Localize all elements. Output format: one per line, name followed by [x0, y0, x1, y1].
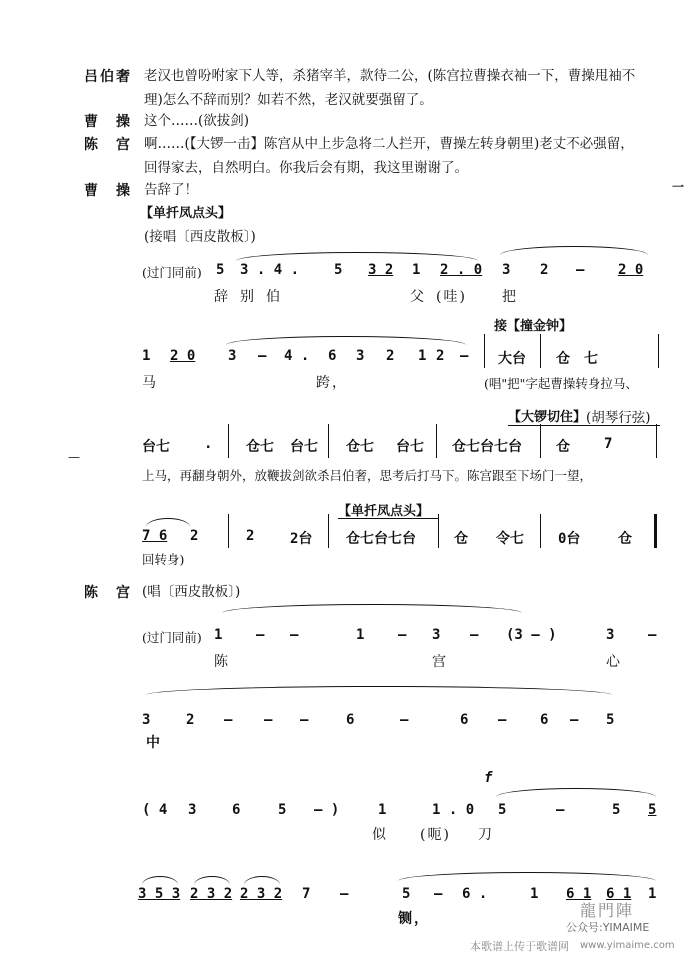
barline: [540, 514, 541, 548]
note: 1 . 0: [432, 802, 475, 818]
gong-note: 仓: [556, 439, 570, 455]
role-caocao: 曹 操: [84, 114, 132, 130]
note: 2 3 2: [190, 886, 233, 902]
note: 5: [648, 802, 657, 818]
lyric: 铡，: [398, 911, 430, 927]
gong-note: 仓: [454, 531, 468, 547]
note: –: [264, 712, 273, 728]
note: 3: [502, 262, 511, 278]
barline: [540, 334, 541, 368]
note: –: [256, 627, 265, 643]
note: –: [398, 627, 407, 643]
double-barline: [654, 514, 657, 548]
note: –: [460, 348, 469, 364]
note: 1: [418, 348, 427, 364]
note: 6 1: [566, 886, 592, 902]
bracket-line: [338, 518, 438, 519]
note: 6: [232, 802, 241, 818]
gong-label: 【单扦凤点头】: [338, 504, 430, 519]
note: 1: [378, 802, 387, 818]
note: 2: [540, 262, 549, 278]
note: –: [300, 712, 309, 728]
lyric: 别: [240, 289, 256, 305]
note: 2 0: [170, 348, 196, 364]
note: –: [434, 886, 443, 902]
note: 6: [460, 712, 469, 728]
stage-note: (唱"把"字起曹操转身拉马、: [484, 376, 638, 391]
barline: [228, 514, 229, 548]
barline: [436, 424, 437, 458]
note: 2: [186, 712, 195, 728]
barline: [328, 514, 329, 548]
barline: [484, 334, 485, 368]
slur: [194, 876, 230, 885]
note: 6 1: [606, 886, 632, 902]
footer-text: 本歌谱上传于歌谱网: [470, 940, 569, 953]
gong-note: 七: [584, 351, 598, 367]
note: 6 .: [462, 886, 488, 902]
stage-description: 回转身): [142, 552, 185, 567]
gong-label: 【大锣切住】: [508, 410, 587, 425]
note: 3 . 4 .: [240, 262, 300, 278]
watermark-brand: 龍門陣: [580, 901, 635, 920]
gong-note: 台七: [142, 439, 170, 455]
note: 5: [402, 886, 411, 902]
role-caocao: 曹 操: [84, 183, 132, 199]
slur: [244, 876, 280, 885]
gong-label: (胡琴行弦): [586, 410, 651, 426]
barline: [658, 334, 659, 368]
gong-note: 仓七台七台: [346, 531, 416, 547]
slur: [142, 876, 178, 885]
lyric: 跨，: [316, 375, 348, 391]
section-title: 【单扦凤点头】: [140, 206, 232, 221]
gong-note: 仓七: [346, 439, 374, 455]
note: –: [258, 348, 267, 364]
lyric: 把: [502, 289, 518, 305]
note: 1: [530, 886, 539, 902]
note: –: [340, 886, 349, 902]
dialogue-line: 这个……(欲拔剑): [144, 113, 250, 129]
note: 6: [328, 348, 337, 364]
gong-note: 仓: [556, 351, 570, 367]
note: ( 4: [142, 802, 168, 818]
gong-note: 仓七: [246, 439, 274, 455]
lyric: 陈: [214, 654, 230, 670]
note: 6: [540, 712, 549, 728]
barline: [328, 424, 329, 458]
note: 7: [302, 886, 311, 902]
dialogue-line: 告辞了！: [144, 182, 198, 198]
gong-note: 7: [604, 436, 613, 452]
note: 1: [648, 886, 657, 902]
note: 1: [356, 627, 365, 643]
slur: [236, 252, 478, 261]
watermark-public: 公众号:YIMAIME: [566, 921, 650, 934]
note: 3: [432, 627, 441, 643]
note: 2: [246, 528, 255, 544]
note: –: [576, 262, 585, 278]
margin-mark: —: [68, 450, 80, 464]
role-chengong: 陈 宫: [84, 137, 132, 153]
note: 3: [356, 348, 365, 364]
lyric: 中: [146, 735, 162, 751]
watermark-site: www.yimaime.com: [580, 940, 675, 951]
note: 2台: [290, 531, 313, 547]
slur: [226, 336, 466, 345]
lyric: 心: [606, 654, 622, 670]
note: 3: [228, 348, 237, 364]
note: 2 0: [618, 262, 644, 278]
dialogue-line: 啊……(【大锣一击】陈宫从中上步急将二人拦开，曹操左转身朝里)老丈不必强留，: [144, 136, 634, 152]
dialogue-line: 老汉也曾吩咐家下人等，杀猪宰羊，款待二公，(陈宫拉曹操衣袖一下，曹操甩袖不: [144, 68, 636, 84]
note: 5: [612, 802, 621, 818]
note: 4 .: [284, 348, 310, 364]
note: 5: [334, 262, 343, 278]
note: 5: [278, 802, 287, 818]
note: 3 2: [368, 262, 394, 278]
note: 6: [346, 712, 355, 728]
note: 3: [188, 802, 197, 818]
lyric: 伯: [266, 289, 282, 305]
lyric: (哇): [436, 289, 467, 305]
barline: [438, 514, 439, 548]
note: –: [470, 627, 479, 643]
lyric: (呃): [420, 827, 451, 843]
note: 2: [190, 528, 199, 544]
note: 2 . 0: [440, 262, 483, 278]
slur: [496, 788, 656, 797]
note: 5: [498, 802, 507, 818]
lyric: 似: [372, 827, 388, 843]
gong-note: 仓七台七台: [452, 439, 522, 455]
lyric: 宫: [432, 654, 448, 670]
note: 2 3 2: [240, 886, 283, 902]
bracket-line: [508, 425, 660, 426]
note: 1: [142, 348, 151, 364]
barline: [656, 424, 657, 458]
role-lvboshe: 吕伯奢: [84, 69, 132, 85]
lyric: 父: [410, 289, 426, 305]
note: 1: [214, 627, 223, 643]
section-subtitle: (接唱〔西皮散板〕): [144, 229, 256, 245]
note: 3: [606, 627, 615, 643]
lyric: 马: [142, 375, 158, 391]
dynamic-mark: f: [484, 770, 493, 786]
note: 5: [606, 712, 615, 728]
note: 2: [436, 348, 445, 364]
note: 3: [142, 712, 151, 728]
barline: [540, 424, 541, 458]
gong-note: .: [204, 436, 213, 452]
slur: [222, 604, 522, 613]
row-prefix: (过门同前): [142, 265, 202, 280]
lyric: 辞: [214, 289, 230, 305]
gong-label: 接【撞金钟】: [494, 319, 573, 334]
note: 2: [386, 348, 395, 364]
gong-note: 令七: [496, 531, 524, 547]
note: –: [556, 802, 565, 818]
slur: [500, 246, 648, 255]
note: –: [224, 712, 233, 728]
slur: [146, 518, 190, 527]
row-prefix: (过门同前): [142, 630, 202, 645]
note: –: [498, 712, 507, 728]
slur: [146, 686, 612, 695]
role-chengong: 陈 宫: [84, 585, 132, 601]
note: –: [400, 712, 409, 728]
note: – ): [314, 802, 340, 818]
gong-note: 大台: [498, 351, 526, 367]
note: –: [648, 627, 657, 643]
note: 1: [412, 262, 421, 278]
side-mark: 一: [672, 180, 685, 194]
note: 3 5 3: [138, 886, 181, 902]
note: –: [290, 627, 299, 643]
section-subtitle: (唱〔西皮散板〕): [142, 584, 241, 600]
note: –: [570, 712, 579, 728]
dialogue-line: 回得家去，自然明白。你我后会有期，我这里谢谢了。: [144, 160, 468, 176]
gong-note: 台七: [396, 439, 424, 455]
stage-description: 上马，再翻身朝外，放鞭拔剑欲杀吕伯奢，思考后打马下。陈宫跟至下场门一望，: [142, 468, 593, 483]
gong-note: 0台: [558, 531, 581, 547]
note: 7 6: [142, 528, 168, 544]
slur: [398, 872, 656, 881]
gong-note: 台七: [290, 439, 318, 455]
barline: [228, 424, 229, 458]
gong-note: 仓: [618, 531, 632, 547]
note: 5: [216, 262, 225, 278]
dialogue-line: 理)怎么不辞而别？如若不然，老汉就要强留了。: [144, 92, 433, 108]
note: (3 – ): [506, 627, 557, 643]
lyric: 刀: [478, 827, 494, 843]
